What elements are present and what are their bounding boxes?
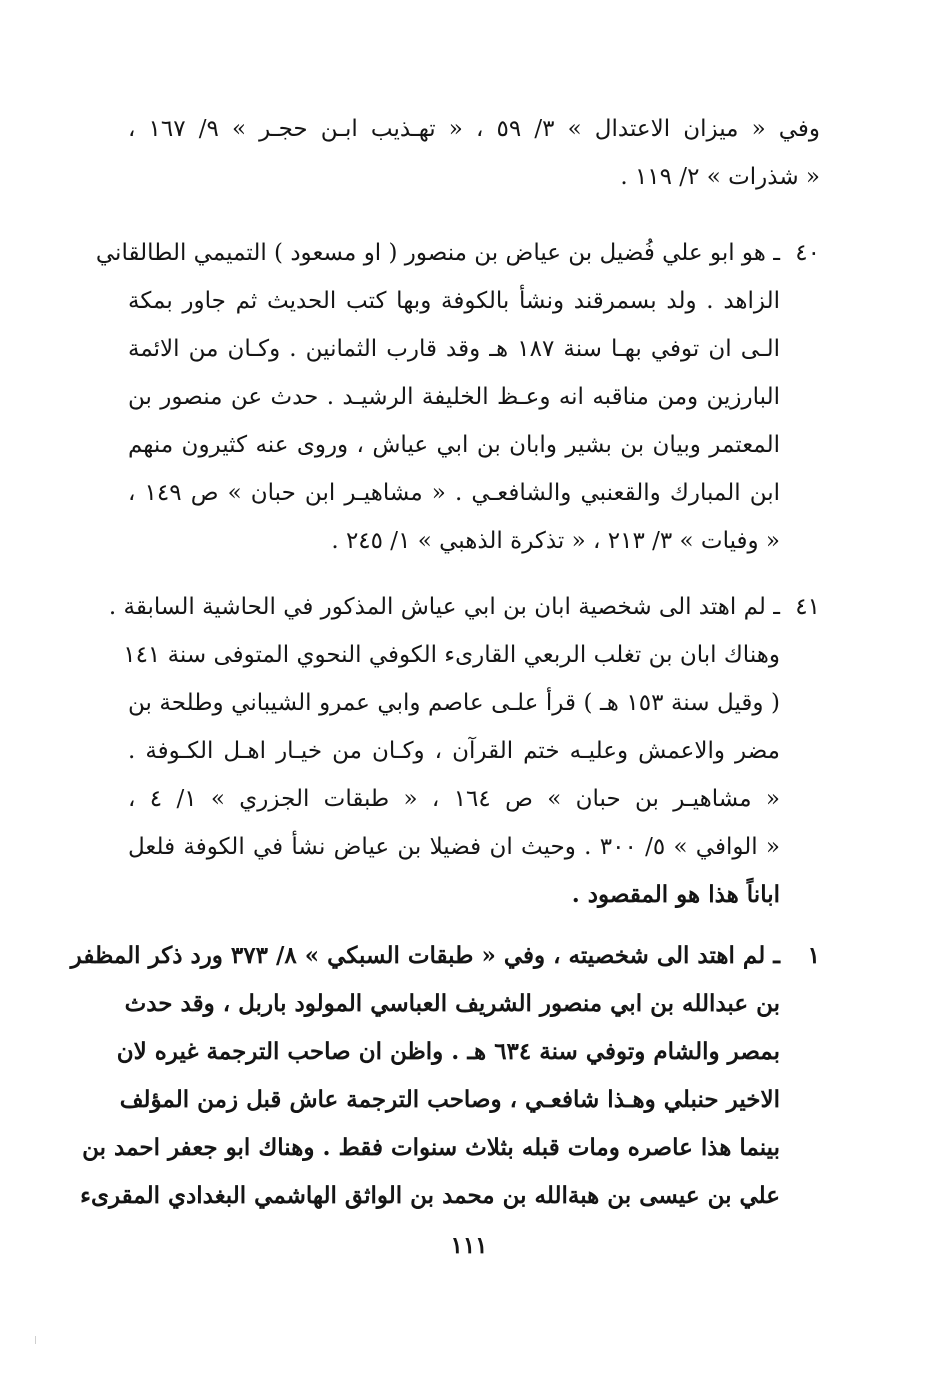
intro-line-1: وفي « ميزان الاعتدال » ٣/ ٥٩ ، « تهـذيب ابـن حجـر » ٩/ ١٦٧ ، xyxy=(128,116,821,142)
note-1-line: بينما هذا عاصره ومات قبله بثلاث سنوات فقط . وهناك ابو جعفر احمد بن xyxy=(82,1134,780,1161)
note-41-line: « الوافي » ٥/ ٣٠٠ . وحيث ان فضيلا بن عياض نشأ في الكوفة فلعل xyxy=(128,834,780,860)
scan-mark xyxy=(35,1336,40,1344)
note-40-line: « وفيات » ٣/ ٢١٣ ، « تذكرة الذهبي » ١/ ٢٤٥ . xyxy=(331,528,780,554)
note-40-line: الـى ان توفي بهـا سنة ١٨٧ هـ وقد قارب الثمانين . وكـان من الائمة xyxy=(128,336,780,362)
note-number: ٤٠ xyxy=(795,240,820,266)
note-40-line: البارزين ومن مناقبه انه وعـظ الخليفة الرشيـد . حدث عن منصور بن xyxy=(128,384,780,410)
note-41 xyxy=(108,583,820,919)
intro-block xyxy=(128,105,820,201)
note-1-first-line xyxy=(70,932,820,980)
note-41-first-line xyxy=(108,583,820,631)
note-1-line: الاخير حنبلي وهـذا شافعـي ، وصاحب الترجمة عاش قبل زمن المؤلف xyxy=(119,1086,780,1113)
intro-line-2: « شذرات » ٢/ ١١٩ . xyxy=(620,164,820,190)
note-41-line: وهناك ابان بن تغلب الربعي القارىء الكوفي النحوي المتوفى سنة ١٤١ xyxy=(123,642,780,668)
note-41-line: ( وقيل سنة ١٥٣ هـ ) قرأ علـى عاصم وابي عمرو الشيباني وطلحة بن xyxy=(128,690,780,716)
note-text: ـ لم اهتد الى شخصيته ، وفي « طبقات السبكي » ٨/ ٣٧٣ ورد ذكر المظفر xyxy=(70,942,780,969)
page-number: ١١١ xyxy=(450,1232,488,1259)
note-40-line: المعتمر وبيان بن بشير وابان بن ابي عياش ، وروى عنه كثيرون منهم xyxy=(128,432,780,458)
note-40-line: الزاهد . ولد بسمرقند ونشأ بالكوفة وبها كتب الحديث ثم جاور بمكة xyxy=(128,288,780,314)
note-1-line: بمصر والشام وتوفي سنة ٦٣٤ هـ . واظن ان صاحب الترجمة غيره لان xyxy=(116,1038,780,1065)
note-1-line: بن عبدالله بن ابي منصور الشريف العباسي المولود باربل ، وقد حدث xyxy=(124,990,780,1017)
note-41-bold-line: اباناً هذا هو المقصود . xyxy=(571,881,780,908)
note-1 xyxy=(70,932,820,1220)
note-40-line: ابن المبارك والقعنبي والشافعـي . « مشاهيـر ابن حبان » ص ١٤٩ ، xyxy=(128,480,780,506)
note-41-line: « مشاهيـر بن حبان » ص ١٦٤ ، « طبقات الجزري » ١/ ٤ ، xyxy=(128,786,780,812)
note-text: ـ لم اهتد الى شخصية ابان بن ابي عياش المذكور في الحاشية السابقة . xyxy=(108,594,780,620)
note-number: ٤١ xyxy=(795,594,820,620)
note-number: ١ xyxy=(807,942,820,969)
note-40-first-line xyxy=(95,229,820,277)
note-1-line: علي بن عيسى بن هبةالله بن محمد بن الواثق الهاشمي البغدادي المقرىء xyxy=(80,1182,780,1209)
note-40 xyxy=(95,229,820,565)
note-41-line: مضر والاعمش وعليـه ختم القرآن ، وكـان من خيـار اهـل الكـوفة . xyxy=(128,738,780,764)
note-text: ـ هو ابو علي فُضيل بن عياض بن منصور ( او مسعود ) التميمي الطالقاني xyxy=(95,240,780,266)
